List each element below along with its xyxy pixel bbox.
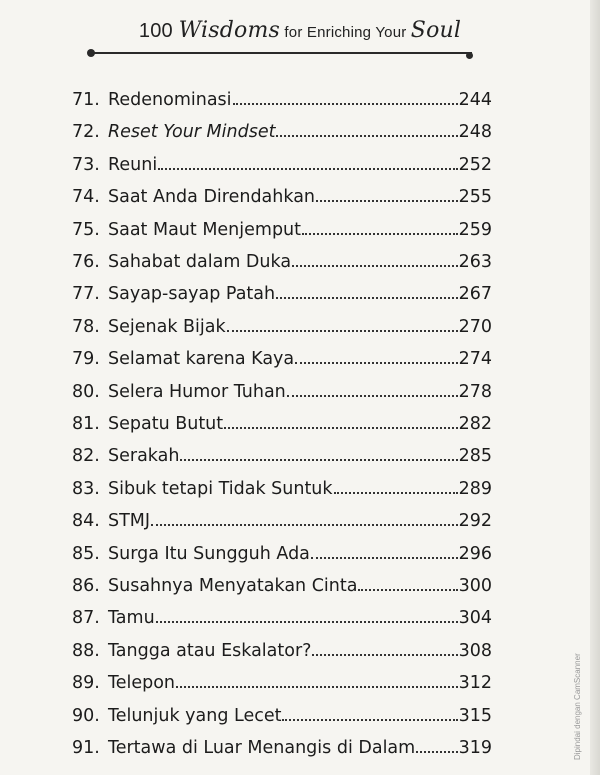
entry-page-number: 292 — [458, 511, 492, 532]
entry-page-number: 244 — [458, 90, 492, 110]
toc-entry — [72, 511, 492, 539]
entry-page-number: 285 — [458, 446, 492, 467]
toc-entry — [72, 673, 492, 701]
entry-number: 83. — [72, 478, 100, 499]
entry-page-number: 308 — [458, 640, 492, 661]
entry-number: 78. — [72, 316, 100, 337]
entry-number: 74. — [72, 187, 100, 208]
entry-title: Serakah — [108, 446, 180, 467]
entry-title: Saat Anda Direndahkan — [108, 187, 316, 208]
entry-title: Sepatu Butut — [108, 414, 224, 434]
entry-page-number: 304 — [458, 608, 492, 629]
dot-leader — [358, 576, 457, 591]
entry-title: Saat Maut Menjemput — [108, 219, 302, 240]
entry-number: 73. — [72, 154, 100, 175]
dot-leader — [282, 706, 457, 721]
toc-entry — [72, 90, 492, 118]
toc-entry — [72, 608, 492, 636]
toc-entry — [72, 479, 492, 507]
dot-leader — [416, 738, 457, 753]
entry-page-number: 263 — [458, 252, 492, 272]
dot-leader — [316, 187, 458, 202]
header-soul: Soul — [410, 18, 462, 43]
entry-title: STMJ — [108, 511, 151, 532]
entry-number: 84. — [72, 511, 100, 532]
entry-title: Selera Humor Tuhan — [108, 381, 286, 402]
entry-number: 75. — [72, 219, 100, 240]
dot-leader — [287, 382, 458, 397]
entry-number: 79. — [72, 349, 100, 370]
entry-number: 89. — [72, 673, 100, 694]
entry-number: 82. — [72, 446, 100, 467]
entry-number: 76. — [72, 252, 100, 272]
entry-page-number: 255 — [458, 187, 492, 208]
dot-leader — [334, 479, 458, 494]
toc-entry — [72, 544, 492, 572]
entry-number: 85. — [72, 543, 100, 564]
dot-leader — [276, 122, 457, 137]
entry-page-number: 319 — [458, 738, 492, 758]
dot-leader — [180, 446, 457, 461]
dot-leader — [276, 284, 457, 299]
toc-entry — [72, 252, 492, 280]
toc-entry — [72, 446, 492, 474]
toc-entry — [72, 317, 492, 345]
entry-page-number: 278 — [458, 381, 492, 402]
header-rule-dot-right — [466, 52, 473, 59]
entry-title: Surga Itu Sungguh Ada — [108, 543, 310, 564]
entry-page-number: 270 — [458, 316, 492, 337]
dot-leader — [295, 349, 457, 364]
entry-page-number: 300 — [458, 576, 492, 596]
scanner-watermark: Dipindai dengan CamScanner — [573, 653, 582, 760]
entry-number: 87. — [72, 608, 100, 629]
entry-number: 80. — [72, 381, 100, 402]
entry-title: Sibuk tetapi Tidak Suntuk — [108, 478, 333, 499]
toc-entry — [72, 122, 492, 150]
dot-leader — [176, 673, 458, 688]
entry-page-number: 315 — [458, 705, 492, 726]
toc-entry — [72, 414, 492, 442]
entry-title: Reuni — [108, 154, 158, 175]
header-rule — [92, 52, 472, 54]
entry-page-number: 248 — [458, 122, 492, 143]
toc-entry — [72, 349, 492, 377]
entry-title: Tamu — [108, 608, 155, 629]
header-number: 100 — [138, 20, 179, 42]
entry-title: Telunjuk yang Lecet — [108, 705, 282, 726]
entry-page-number: 274 — [458, 349, 492, 370]
entry-title: Sayap-sayap Patah — [108, 284, 276, 305]
entry-title: Selamat karena Kaya — [108, 349, 295, 370]
entry-title: Redenominasi — [108, 90, 232, 110]
toc-entry — [72, 738, 492, 766]
entry-page-number: 289 — [458, 478, 492, 499]
dot-leader — [311, 544, 458, 559]
page-edge — [590, 0, 600, 775]
dot-leader — [312, 641, 457, 656]
entry-page-number: 267 — [458, 284, 492, 305]
entry-number: 72. — [72, 122, 100, 143]
toc-entry — [72, 220, 492, 248]
entry-title: Tangga atau Eskalator? — [108, 640, 312, 661]
dot-leader — [233, 90, 458, 105]
dot-leader — [156, 608, 458, 623]
entry-number: 81. — [72, 414, 100, 434]
entry-page-number: 282 — [458, 414, 492, 434]
dot-leader — [158, 155, 457, 170]
toc-entry — [72, 155, 492, 183]
entry-title: Sejenak Bijak — [108, 316, 226, 337]
dot-leader — [227, 317, 458, 332]
entry-number: 86. — [72, 576, 100, 596]
entry-number: 77. — [72, 284, 100, 305]
dot-leader — [292, 252, 458, 267]
toc-entry — [72, 706, 492, 734]
entry-page-number: 252 — [458, 154, 492, 175]
dot-leader — [151, 511, 458, 526]
toc-entry — [72, 382, 492, 410]
entry-page-number: 259 — [458, 219, 492, 240]
entry-number: 91. — [72, 738, 100, 758]
entry-number: 88. — [72, 640, 100, 661]
header-middle: for Enriching Your — [280, 24, 411, 41]
dot-leader — [224, 414, 457, 429]
dot-leader — [302, 220, 458, 235]
entry-number: 71. — [72, 90, 100, 110]
running-header — [0, 18, 600, 43]
entry-title: Reset Your Mindset — [108, 122, 276, 143]
toc-entry — [72, 187, 492, 215]
toc-entry — [72, 284, 492, 312]
entry-number: 90. — [72, 705, 100, 726]
entry-page-number: 296 — [458, 543, 492, 564]
header-wisdoms: Wisdoms — [178, 18, 281, 43]
toc-entry — [72, 576, 492, 604]
entry-title: Telepon — [108, 673, 176, 694]
entry-title: Tertawa di Luar Menangis di Dalam — [108, 738, 416, 758]
entry-page-number: 312 — [458, 673, 492, 694]
toc-entry — [72, 641, 492, 669]
entry-title: Sahabat dalam Duka — [108, 252, 292, 272]
entry-title: Susahnya Menyatakan Cinta — [108, 576, 358, 596]
